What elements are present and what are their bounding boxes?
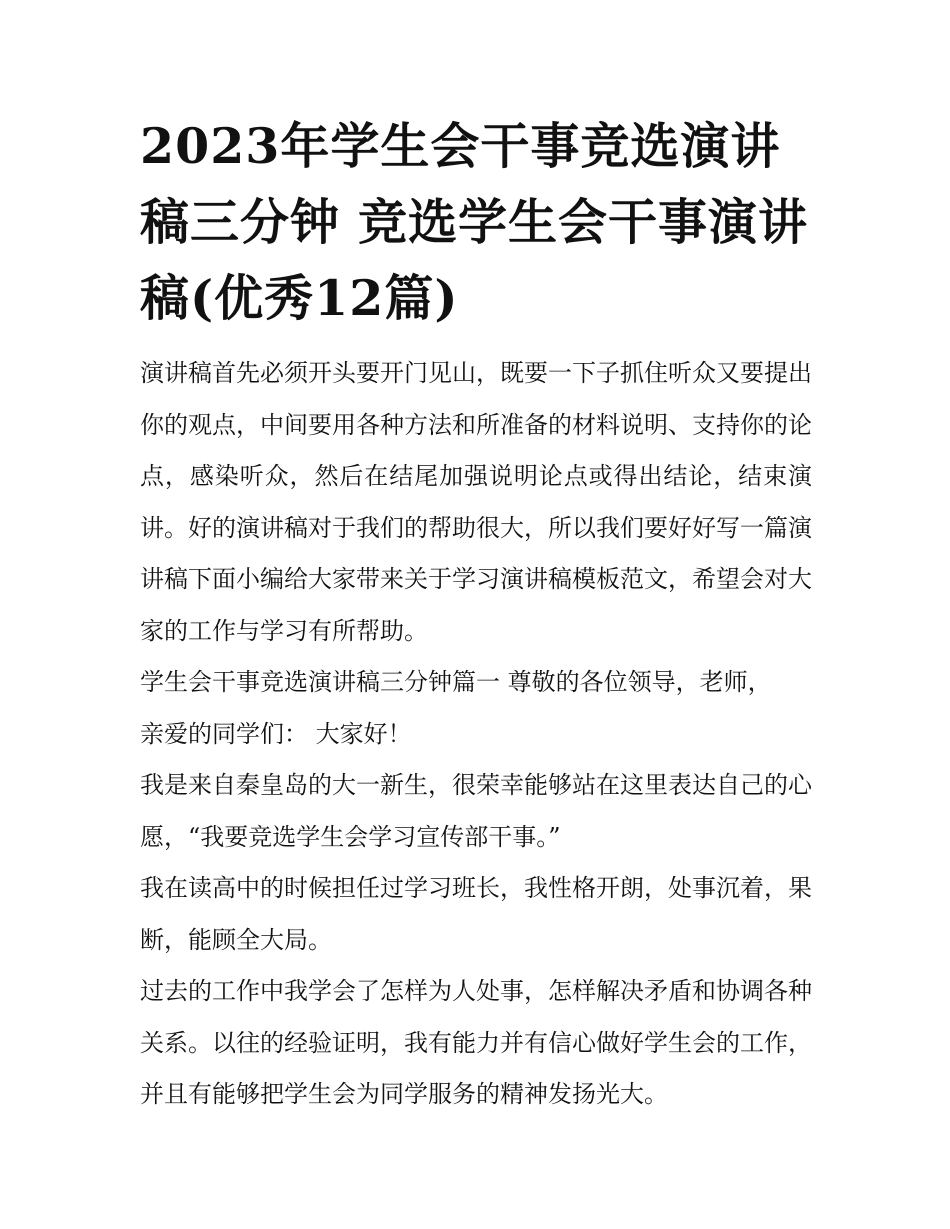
document-page (140, 108, 812, 1121)
paragraph-intro: 演讲稿首先必须开头要开门见山，既要一下子抓住听众又要提出你的观点，中间要用各种方法和所准备的材料说明、支持你的论点，感染听众，然后在结尾加强说明论点或得出结论，结束演讲。好的演讲稿对于我们的帮助很大，所以我们要好好写一篇演讲稿下面小编给大家带来关于学习演讲稿模板范文，希望会对大家的工作与学习有所帮助。 (140, 359, 812, 645)
paragraph-greeting: 亲爱的同学们： 大家好！ (140, 719, 412, 748)
document-title: 2023年学生会干事竞选演讲稿三分钟 竞选学生会干事演讲稿(优秀12篇) (140, 117, 809, 327)
paragraph-section-heading: 学生会干事竞选演讲稿三分钟篇一 尊敬的各位领导，老师， (140, 668, 772, 696)
paragraph-ability: 过去的工作中我学会了怎样为人处事，怎样解决矛盾和协调各种关系。以往的经验证明，我有能力并有信心做好学生会的工作，并且有能够把学生会为同学服务的精神发扬光大。 (140, 977, 812, 1108)
document-body (140, 348, 812, 1121)
paragraph-self-intro: 我是来自秦皇岛的大一新生，很荣幸能够站在这里表达自己的心愿，“我要竞选学生会学习宣传部干事。” (140, 771, 812, 851)
paragraph-experience: 我在读高中的时候担任过学习班长，我性格开朗，处事沉着，果断，能顾全大局。 (140, 874, 812, 954)
